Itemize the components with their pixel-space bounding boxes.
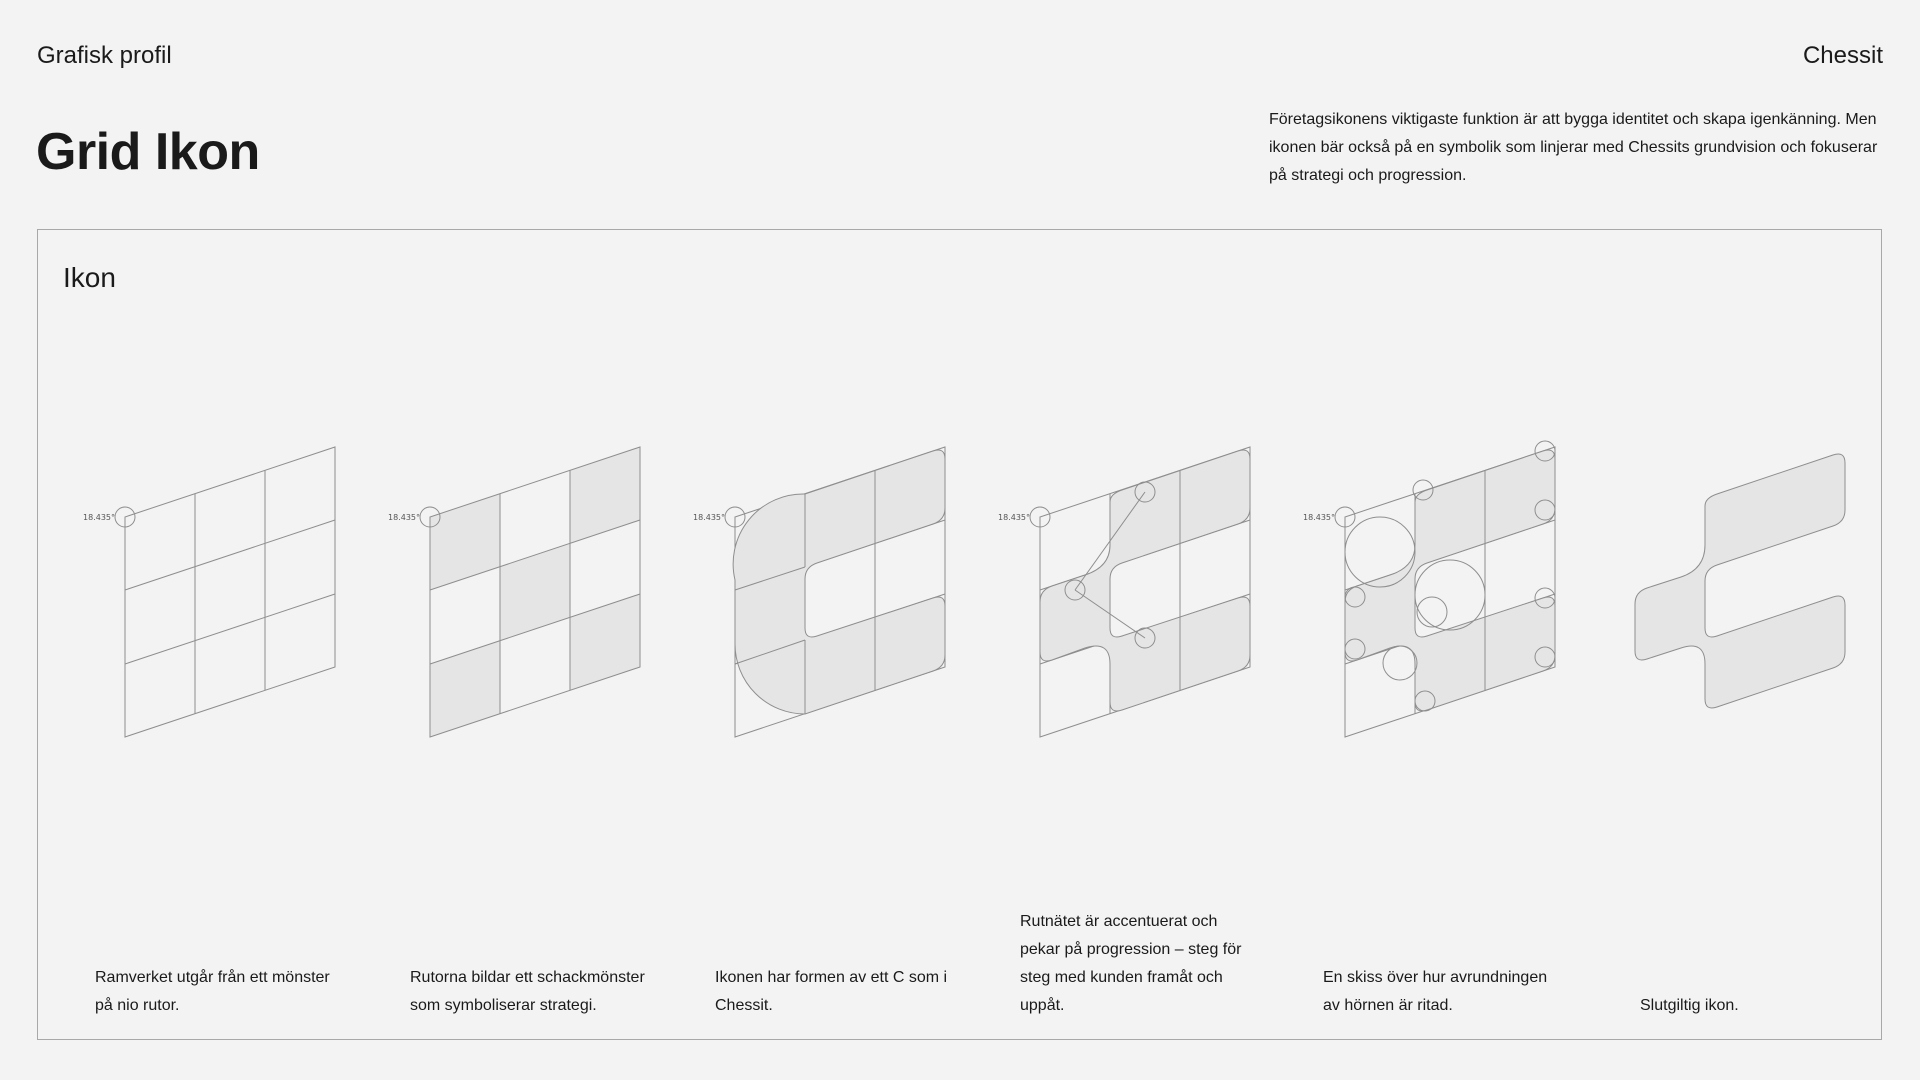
section-label: Grafisk profil [37,42,172,69]
intro-text: Företagsikonens viktigaste funktion är att bygga identitet och skapa igenkänning. Men ikonen bär också på en symbolik som linjerar med Chessits grundvision och fokuserar på strategi och progression. [1269,111,1878,184]
progression-illustration [975,430,1275,850]
rounded-shape [1345,450,1555,711]
angle-label: 18.435° [693,513,725,522]
step-c-shape [670,430,970,1020]
step-rounding [1280,430,1580,1020]
caption-5: En skiss över hur avrundningen av hörnen är ritad. [1323,969,1548,1014]
angle-label: 18.435° [83,513,115,522]
step-checker [365,430,665,1020]
c-shape-illustration [670,430,970,850]
c-icon-outline [733,450,945,714]
grid-illustration [60,430,360,850]
caption-1: Ramverket utgår från ett mönster på nio rutor. [95,969,330,1014]
caption-6: Slutgiltig ikon. [1640,997,1739,1014]
caption-3: Ikonen har formen av ett C som i Chessit. [715,969,948,1014]
step-final-icon [1585,430,1885,1020]
brand-name: Chessit [1802,42,1883,69]
final-icon [1585,430,1885,850]
skewed-grid [125,447,335,737]
rounding-illustration [1280,430,1580,850]
checker-illustration [365,430,665,850]
checker-cells [430,447,640,737]
step-grid [60,430,360,1020]
angle-label: 18.435° [1303,513,1335,522]
icon-panel [37,229,1882,1040]
page-title: Grid Ikon [36,123,260,181]
caption-4: Rutnätet är accentuerat och pekar på progression – steg för steg med kunden framåt och uppåt. [1020,913,1242,1014]
step-progression [975,430,1275,1020]
caption-2: Rutorna bildar ett schackmönster som symboliserar strategi. [410,969,645,1014]
chessit-icon [1635,454,1845,708]
panel-title: Ikon [63,262,116,293]
angle-label: 18.435° [388,513,420,522]
angle-label: 18.435° [998,513,1030,522]
